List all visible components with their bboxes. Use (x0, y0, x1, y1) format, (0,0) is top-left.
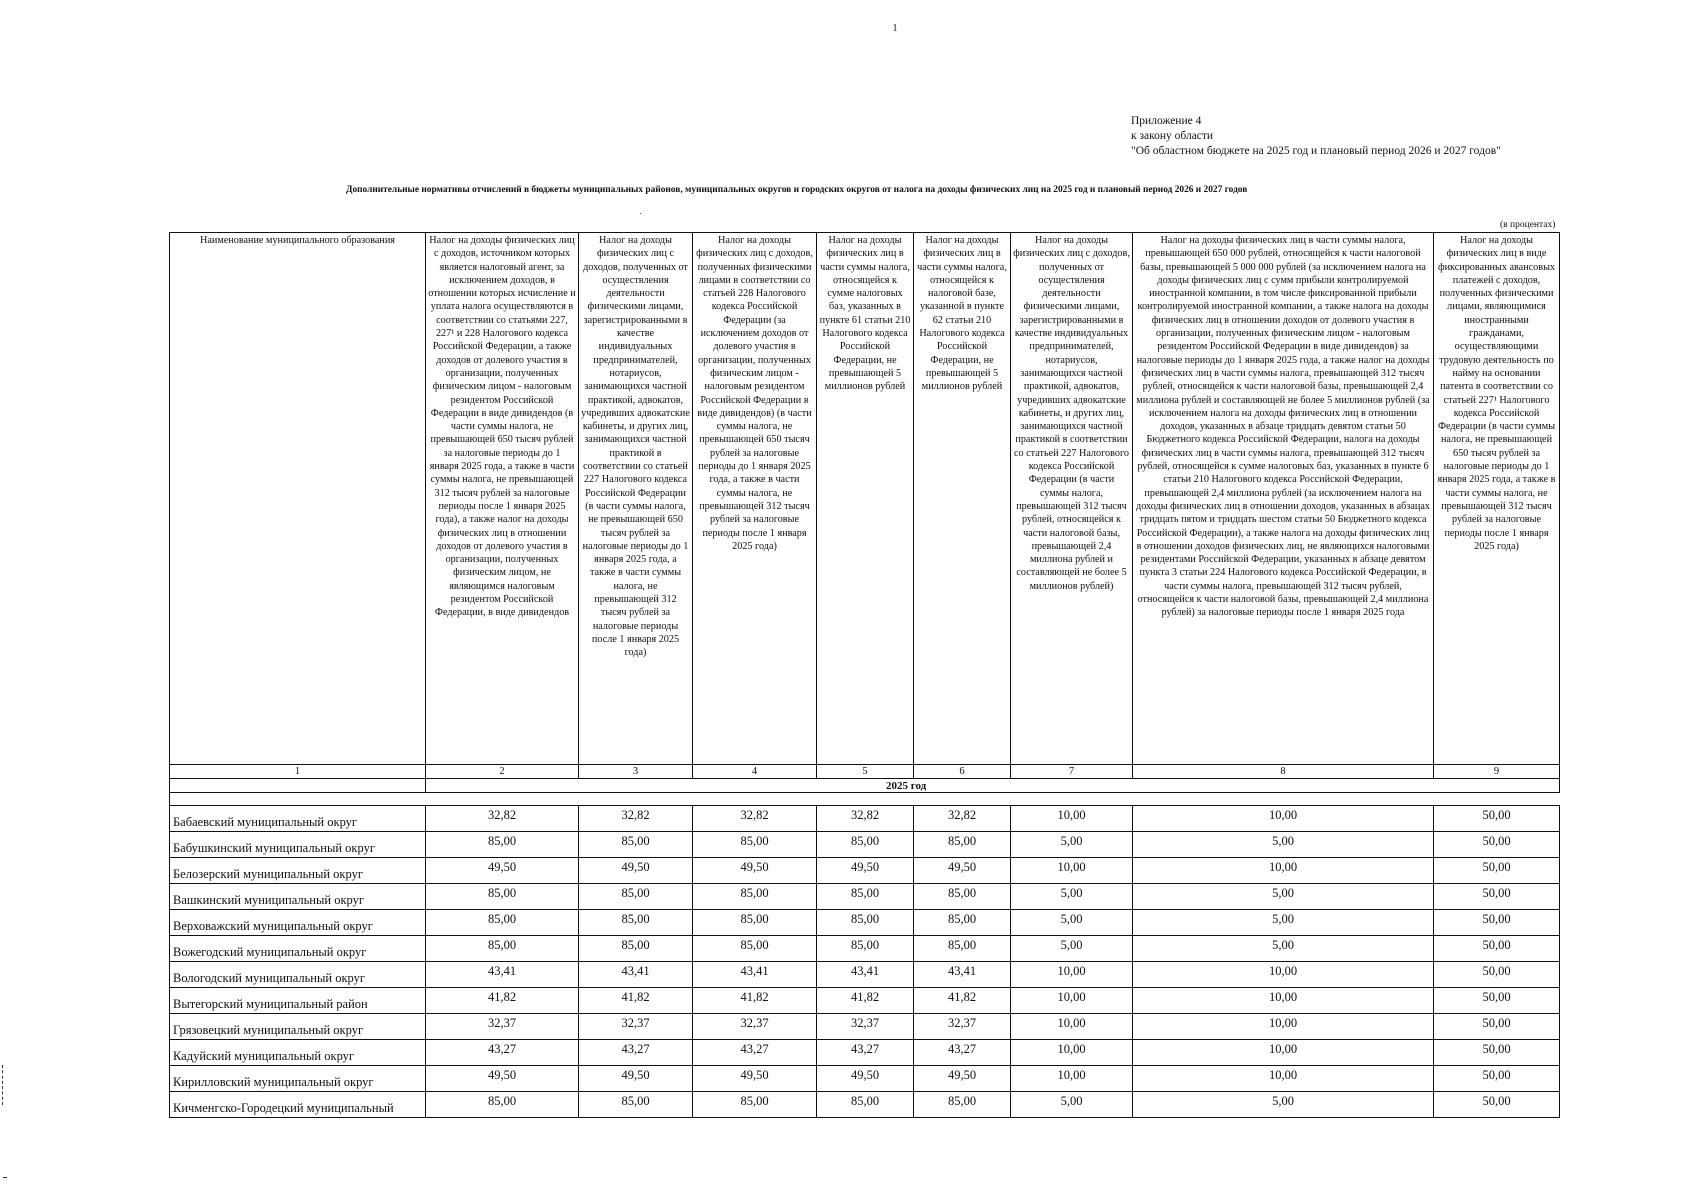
rate-cell-col-6: 32,37 (914, 1014, 1011, 1040)
rate-cell-col-9: 50,00 (1434, 1014, 1560, 1040)
rate-cell-col-2: 43,27 (426, 1040, 579, 1066)
municipality-name: Кадуйский муниципальный округ (170, 1040, 426, 1066)
municipality-name: Бабушкинский муниципальный округ (170, 832, 426, 858)
rate-cell-col-6: 85,00 (914, 910, 1011, 936)
rate-cell-col-2: 85,00 (426, 910, 579, 936)
rate-cell-col-6: 85,00 (914, 832, 1011, 858)
rate-cell-col-4: 43,41 (693, 962, 817, 988)
rate-cell-col-5: 41,82 (817, 988, 914, 1014)
rate-cell-col-2: 49,50 (426, 1066, 579, 1092)
municipality-name: Кичменгско-Городецкий муниципальный (170, 1092, 426, 1118)
rate-cell-col-4: 49,50 (693, 858, 817, 884)
page-number: 1 (892, 23, 898, 34)
column-header-8: Налог на доходы физических лиц в части суммы налога, превышающей 650 000 рублей, относящейся к части налоговой базы, превышающей 5 000 000 рублей (за исключением налога на доходы физических лиц с сумм прибыли контролируемой иностранной компании, в том числе фиксированной прибыли контролируемой иностранной компании, а также налога на доходы физических лиц в отношении доходов от долевого участия в организации, полученных физическим лицом - налоговым резидентом Российской Федерации в виде дивидендов) за налоговые периоды до 1 января 2025 года, а также налог на доходы физических лиц в части суммы налога, превышающей 312 тысяч рублей, относящейся к части налоговой базы, превышающей 2,4 миллиона рублей и составляющей не более 5 миллионов рублей (за исключением налога на доходы физических лиц в отношении доходов, указанных в абзаце тридцать девятом статьи 50 Бюджетного кодекса Российской Федерации, налога на доходы физических лиц в части суммы налога, превышающей 312 тысяч рублей, относящейся к сумме налоговых баз, указанных в пункте 6 статьи 210 Налогового кодекса Российской Федерации, превышающей 2,4 миллиона рублей (за исключением налога на доходы физических лиц в отношении доходов, указанных в абзацах тридцать пятом и тридцать шестом статьи 50 Бюджетного кодекса Российской Федерации), а также налога на доходы физических лиц в отношении доходов физических лиц, не являющихся налоговыми резидентами Российской Федерации, указанных в абзаце девятом пункта 3 статьи 224 Налогового кодекса Российской Федерации, в части суммы налога, превышающей 312 тысяч рублей, относящейся к части налоговой базы, превышающей 2,4 миллиона рублей) за налоговые периоды после 1 января 2025 года (1133, 233, 1434, 765)
rate-cell-col-2: 85,00 (426, 884, 579, 910)
rate-cell-col-3: 85,00 (579, 936, 693, 962)
rate-cell-col-3: 43,27 (579, 1040, 693, 1066)
rate-cell-col-7: 10,00 (1011, 858, 1133, 884)
rate-cell-col-7: 10,00 (1011, 962, 1133, 988)
table-row (170, 1092, 1560, 1118)
rate-cell-col-3: 85,00 (579, 910, 693, 936)
scan-margin-mark (2, 1065, 5, 1105)
rate-cell-col-9: 50,00 (1434, 858, 1560, 884)
rate-cell-col-5: 32,82 (817, 806, 914, 832)
rate-cell-col-9: 50,00 (1434, 962, 1560, 988)
rate-cell-col-8: 5,00 (1133, 910, 1434, 936)
rate-cell-col-9: 50,00 (1434, 936, 1560, 962)
rate-cell-col-9: 50,00 (1434, 1066, 1560, 1092)
rate-cell-col-5: 85,00 (817, 1092, 914, 1118)
rate-cell-col-6: 85,00 (914, 1092, 1011, 1118)
column-header-6: Налог на доходы физических лиц в части суммы налога, относящейся к налоговой базе, указанной в пункте 62 статьи 210 Налогового кодекса Российской Федерации, не превышающей 5 миллионов рублей (914, 233, 1011, 765)
column-number-row (170, 765, 1560, 779)
column-header-3: Налог на доходы физических лиц с доходов, полученных от осуществления деятельности физическими лицами, зарегистрированными в качестве индивидуальных предпринимателей, нотариусов, занимающихся частной практикой, адвокатов, учредивших адвокатские кабинеты, и других лиц, занимающихся частной практикой в соответствии со статьей 227 Налогового кодекса Российской Федерации (в части суммы налога, не превышающей 650 тысяч рублей за налоговые периоды до 1 января 2025 года, а также в части суммы налога, не превышающей 312 тысяч рублей за налоговые периоды после 1 января 2025 года) (579, 233, 693, 765)
rate-cell-col-7: 5,00 (1011, 1092, 1133, 1118)
rate-cell-col-7: 10,00 (1011, 806, 1133, 832)
rate-cell-col-6: 49,50 (914, 858, 1011, 884)
column-header-2: Налог на доходы физических лиц с доходов, источником которых является налоговый агент, за исключением доходов, в отношении которых исчисление и уплата налога осуществляются в соответствии со статьями 227, 227¹ и 228 Налогового кодекса Российской Федерации, а также доходов от долевого участия в организации, полученных физическим лицом - налоговым резидентом Российской Федерации в виде дивидендов (в части суммы налога, не превышающей 650 тысяч рублей за налоговые периоды до 1 января 2025 года, а также в части суммы налога, не превышающей 312 тысяч рублей за налоговые периоды после 1 января 2025 года), а также налог на доходы физических лиц в отношении доходов от долевого участия в организации, полученных физическим лицом, не являющимся налоговым резидентом Российской Федерации, в виде дивидендов (426, 233, 579, 765)
rate-cell-col-4: 32,82 (693, 806, 817, 832)
rate-cell-col-4: 32,37 (693, 1014, 817, 1040)
column-number-9: 9 (1434, 765, 1560, 779)
rate-cell-col-8: 10,00 (1133, 988, 1434, 1014)
appendix-block (1131, 114, 1501, 159)
rate-cell-col-7: 10,00 (1011, 1040, 1133, 1066)
rate-cell-col-3: 85,00 (579, 1092, 693, 1118)
table-row (170, 884, 1560, 910)
year-row-blank (170, 779, 426, 793)
rate-cell-col-2: 43,41 (426, 962, 579, 988)
municipality-name: Вологодский муниципальный округ (170, 962, 426, 988)
table-row (170, 1066, 1560, 1092)
rate-cell-col-8: 10,00 (1133, 962, 1434, 988)
table-row (170, 806, 1560, 832)
municipality-name: Вожегодский муниципальный округ (170, 936, 426, 962)
rate-cell-col-4: 85,00 (693, 936, 817, 962)
table-row (170, 936, 1560, 962)
rate-cell-col-3: 85,00 (579, 884, 693, 910)
rate-cell-col-4: 49,50 (693, 1066, 817, 1092)
rate-cell-col-2: 32,37 (426, 1014, 579, 1040)
rate-cell-col-2: 85,00 (426, 832, 579, 858)
rate-cell-col-4: 85,00 (693, 832, 817, 858)
rate-cell-col-8: 5,00 (1133, 832, 1434, 858)
rate-cell-col-6: 49,50 (914, 1066, 1011, 1092)
rate-cell-col-8: 10,00 (1133, 1066, 1434, 1092)
rate-cell-col-5: 85,00 (817, 910, 914, 936)
appendix-line-1: Приложение 4 (1131, 115, 1202, 127)
norms-table-container (169, 232, 1559, 1118)
rate-cell-col-5: 85,00 (817, 936, 914, 962)
municipality-name: Вытегорский муниципальный район (170, 988, 426, 1014)
header-row (170, 233, 1560, 765)
rate-cell-col-9: 50,00 (1434, 884, 1560, 910)
column-header-4: Налог на доходы физических лиц с доходов, полученных физическими лицами в соответствии со статьей 228 Налогового кодекса Российской Федерации (за исключением доходов от долевого участия в организации, полученных физическим лицом - налоговым резидентом Российской Федерации в виде дивидендов) (в части суммы налога, не превышающей 650 тысяч рублей за налоговые периоды до 1 января 2025 года, а также в части суммы налога, не превышающей 312 тысяч рублей за налоговые периоды после 1 января 2025 года) (693, 233, 817, 765)
rate-cell-col-8: 10,00 (1133, 1014, 1434, 1040)
column-number-8: 8 (1133, 765, 1434, 779)
rate-cell-col-6: 32,82 (914, 806, 1011, 832)
rate-cell-col-5: 32,37 (817, 1014, 914, 1040)
rate-cell-col-8: 10,00 (1133, 1040, 1434, 1066)
document-title: Дополнительные нормативы отчислений в бюджеты муниципальных районов, муниципальных округов и городских округов от налога на доходы физических лиц на 2025 год и плановый период 2026 и 2027 годов (346, 185, 1248, 195)
rate-cell-col-4: 85,00 (693, 1092, 817, 1118)
rate-cell-col-5: 43,41 (817, 962, 914, 988)
rate-cell-col-8: 5,00 (1133, 884, 1434, 910)
column-number-2: 2 (426, 765, 579, 779)
rate-cell-col-6: 85,00 (914, 936, 1011, 962)
rate-cell-col-4: 85,00 (693, 910, 817, 936)
rate-cell-col-3: 43,41 (579, 962, 693, 988)
rate-cell-col-7: 5,00 (1011, 910, 1133, 936)
table-row (170, 832, 1560, 858)
rate-cell-col-4: 43,27 (693, 1040, 817, 1066)
rate-cell-col-9: 50,00 (1434, 1040, 1560, 1066)
rate-cell-col-7: 5,00 (1011, 832, 1133, 858)
rate-cell-col-8: 10,00 (1133, 806, 1434, 832)
rate-cell-col-3: 85,00 (579, 832, 693, 858)
rate-cell-col-9: 50,00 (1434, 988, 1560, 1014)
column-number-3: 3 (579, 765, 693, 779)
rate-cell-col-5: 85,00 (817, 832, 914, 858)
rate-cell-col-9: 50,00 (1434, 832, 1560, 858)
column-number-6: 6 (914, 765, 1011, 779)
municipality-name: Верховажский муниципальный округ (170, 910, 426, 936)
rate-cell-col-7: 10,00 (1011, 988, 1133, 1014)
rate-cell-col-6: 85,00 (914, 884, 1011, 910)
rate-cell-col-6: 43,41 (914, 962, 1011, 988)
rate-cell-col-8: 5,00 (1133, 1092, 1434, 1118)
rate-cell-col-4: 85,00 (693, 884, 817, 910)
table-row (170, 910, 1560, 936)
year-row (170, 779, 1560, 793)
scan-margin-dash (3, 1177, 7, 1178)
rate-cell-col-7: 10,00 (1011, 1014, 1133, 1040)
column-number-5: 5 (817, 765, 914, 779)
rate-cell-col-3: 49,50 (579, 858, 693, 884)
rate-cell-col-2: 85,00 (426, 1092, 579, 1118)
rate-cell-col-9: 50,00 (1434, 910, 1560, 936)
table-row (170, 1014, 1560, 1040)
column-number-7: 7 (1011, 765, 1133, 779)
appendix-line-2: к закону области (1131, 130, 1214, 142)
scan-speck (640, 213, 641, 214)
rate-cell-col-8: 5,00 (1133, 936, 1434, 962)
table-row (170, 858, 1560, 884)
rate-cell-col-3: 49,50 (579, 1066, 693, 1092)
rate-cell-col-3: 41,82 (579, 988, 693, 1014)
column-header-1: Наименование муниципального образования (170, 233, 426, 765)
rate-cell-col-5: 85,00 (817, 884, 914, 910)
rate-cell-col-7: 10,00 (1011, 1066, 1133, 1092)
rate-cell-col-7: 5,00 (1011, 936, 1133, 962)
data-body (170, 806, 1560, 1118)
municipality-name: Бабаевский муниципальный округ (170, 806, 426, 832)
rate-cell-col-8: 10,00 (1133, 858, 1434, 884)
rate-cell-col-3: 32,82 (579, 806, 693, 832)
rate-cell-col-5: 49,50 (817, 1066, 914, 1092)
municipality-name: Грязовецкий муниципальный округ (170, 1014, 426, 1040)
rate-cell-col-6: 43,27 (914, 1040, 1011, 1066)
rate-cell-col-4: 41,82 (693, 988, 817, 1014)
municipality-name: Вашкинский муниципальный округ (170, 884, 426, 910)
rate-cell-col-2: 32,82 (426, 806, 579, 832)
column-number-1: 1 (170, 765, 426, 779)
table-row (170, 1040, 1560, 1066)
rate-cell-col-9: 50,00 (1434, 806, 1560, 832)
municipality-name: Белозерский муниципальный округ (170, 858, 426, 884)
year-label: 2025 год (426, 779, 1560, 793)
rate-cell-col-2: 85,00 (426, 936, 579, 962)
rate-cell-col-2: 49,50 (426, 858, 579, 884)
norms-table (169, 232, 1560, 1118)
table-row (170, 988, 1560, 1014)
rate-cell-col-2: 41,82 (426, 988, 579, 1014)
table-row (170, 962, 1560, 988)
rate-cell-col-5: 43,27 (817, 1040, 914, 1066)
column-header-5: Налог на доходы физических лиц в части суммы налога, относящейся к сумме налоговых баз, указанных в пункте 61 статьи 210 Налогового кодекса Российской Федерации, не превышающей 5 миллионов рублей (817, 233, 914, 765)
municipality-name: Кирилловский муниципальный округ (170, 1066, 426, 1092)
spacer-row (170, 793, 1560, 806)
appendix-line-3: "Об областном бюджете на 2025 год и плановый период 2026 и 2027 годов" (1131, 145, 1501, 157)
rate-cell-col-6: 41,82 (914, 988, 1011, 1014)
column-header-7: Налог на доходы физических лиц с доходов, полученных от осуществления деятельности физическими лицами, зарегистрированными в качестве индивидуальных предпринимателей, нотариусов, занимающихся частной практикой, адвокатов, учредивших адвокатские кабинеты, и других лиц, занимающихся частной практикой в соответствии со статьей 227 Налогового кодекса Российской Федерации (в части суммы налога, превышающей 312 тысяч рублей, относящейся к части налоговой базы, превышающей 2,4 миллиона рублей и составляющей не более 5 миллионов рублей) (1011, 233, 1133, 765)
rate-cell-col-9: 50,00 (1434, 1092, 1560, 1118)
rate-cell-col-3: 32,37 (579, 1014, 693, 1040)
rate-cell-col-7: 5,00 (1011, 884, 1133, 910)
column-header-9: Налог на доходы физических лиц в виде фиксированных авансовых платежей с доходов, полученных физическими лицами, являющимися иностранными гражданами, осуществляющими трудовую деятельность по найму на основании патента в соответствии со статьей 227¹ Налогового кодекса Российской Федерации (в части суммы налога, не превышающей 650 тысяч рублей за налоговые периоды до 1 января 2025 года, а также в части суммы налога, не превышающей 312 тысяч рублей за налоговые периоды после 1 января 2025 года) (1434, 233, 1560, 765)
column-number-4: 4 (693, 765, 817, 779)
units-note: (в процентах) (1500, 220, 1556, 230)
rate-cell-col-5: 49,50 (817, 858, 914, 884)
